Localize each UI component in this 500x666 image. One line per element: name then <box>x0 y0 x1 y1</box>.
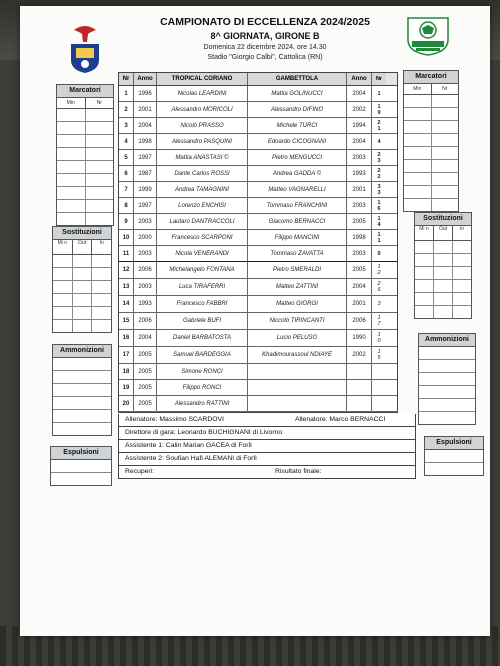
left-espulsioni-header: Espulsioni <box>51 447 111 460</box>
right-marcatori-panel <box>403 70 459 212</box>
table-row <box>119 246 397 262</box>
home-player-name: Lautaro DANTRACCOLI <box>157 214 248 229</box>
away-player-name: Tommaso FRANCHINI <box>248 198 347 213</box>
scorer-row[interactable] <box>57 174 113 187</box>
player-number: 9 <box>119 214 134 229</box>
player-birth-year: 2004 <box>134 330 157 346</box>
away-player-birth-year: 2004 <box>347 134 372 149</box>
away-player-name: Niccolò TIRINCANTI <box>248 313 347 329</box>
away-player-birth-year: 2003 <box>347 246 372 261</box>
away-number-digit: 9 <box>377 109 381 116</box>
player-birth-year: 2003 <box>134 279 157 295</box>
away-player-birth-year: 2006 <box>347 313 372 329</box>
away-number-digit: 7 <box>377 321 381 327</box>
player-number: 10 <box>119 230 134 245</box>
home-player-name: Nicolas LEARDINI <box>157 86 248 101</box>
booking-row[interactable] <box>53 397 111 410</box>
home-player-name: Andrea TAMAGNINI <box>157 182 248 197</box>
away-player-birth-year: 2004 <box>347 279 372 295</box>
substitution-row[interactable] <box>415 280 471 293</box>
away-number-digit: 6 <box>377 287 381 293</box>
player-birth-year: 2005 <box>134 396 157 411</box>
player-number: 16 <box>119 330 134 346</box>
booking-row[interactable] <box>419 399 475 412</box>
right-sostituzioni-subheader <box>415 226 471 241</box>
right-espulsioni-panel <box>424 436 484 476</box>
table-row <box>119 198 397 214</box>
player-number: 8 <box>119 198 134 213</box>
away-player-birth-year: 1994 <box>347 118 372 133</box>
away-player-birth-year: 2004 <box>347 86 372 101</box>
col-home-team: TROPICAL CORIANO <box>157 73 248 85</box>
home-player-name: Mattia ANASTASI © <box>157 150 248 165</box>
player-number: 18 <box>119 364 134 379</box>
substitution-row[interactable] <box>415 241 471 254</box>
lineup-rows <box>119 86 397 412</box>
booking-row[interactable] <box>419 347 475 360</box>
booking-row[interactable] <box>53 423 111 435</box>
expulsion-row[interactable] <box>51 473 111 485</box>
away-number-digit: 5 <box>377 355 381 361</box>
table-row <box>119 166 397 182</box>
right-marcatori-subheader <box>404 84 458 95</box>
away-player-name: Mattia GOLINUCCI <box>248 86 347 101</box>
recovery-result-row <box>118 466 416 479</box>
scorer-row[interactable] <box>57 148 113 161</box>
player-birth-year: 2005 <box>134 364 157 379</box>
right-sostituzioni-header: Sostituzioni <box>415 213 471 226</box>
away-number-digit: 2 <box>377 151 381 158</box>
lineup-table <box>118 72 398 413</box>
player-number: 1 <box>119 86 134 101</box>
sub-in-label: In <box>459 226 465 232</box>
away-player-birth-year: 1998 <box>347 230 372 245</box>
away-coach: Allenatore: Marco BERNACCI <box>295 416 386 423</box>
table-row <box>119 296 397 313</box>
home-player-name: Samuel BARDEGGIA <box>157 347 248 363</box>
away-number-digit: 2 <box>377 173 381 180</box>
substitution-row[interactable] <box>53 255 111 268</box>
away-player-name: Pietro MENGUCCI <box>248 150 347 165</box>
away-player-name: Matteo VAGNARELLI <box>248 182 347 197</box>
table-row <box>119 214 397 230</box>
away-player-name <box>248 396 347 411</box>
expulsion-row[interactable] <box>425 450 483 463</box>
away-player-birth-year: 2002 <box>347 102 372 117</box>
away-number-digit: 9 <box>377 250 381 257</box>
final-result-label: Risultato finale: <box>275 468 322 475</box>
tropical-coriano-logo-icon <box>68 22 102 74</box>
player-birth-year: 1987 <box>134 166 157 181</box>
substitution-row[interactable] <box>53 268 111 281</box>
away-number-digit: 1 <box>377 231 381 238</box>
booking-row[interactable] <box>419 373 475 386</box>
player-birth-year: 1997 <box>134 198 157 213</box>
away-number-digit: 1 <box>377 90 381 97</box>
player-birth-year: 1999 <box>134 182 157 197</box>
away-player-name: Alessandro DIFINO <box>248 102 347 117</box>
away-player-number <box>372 330 386 346</box>
home-player-name: Alessandro RATTINI <box>157 396 248 411</box>
lineup-table-header <box>119 73 397 86</box>
away-number-digit: 1 <box>377 237 381 244</box>
home-player-name: Alessandro PASQUINI <box>157 134 248 149</box>
home-player-name: Alessandro MORICOLI <box>157 102 248 117</box>
away-player-number <box>372 364 386 379</box>
player-number: 5 <box>119 150 134 165</box>
away-number-digit: 3 <box>377 183 381 190</box>
away-number-digit: 2 <box>377 119 381 126</box>
player-number: 11 <box>119 246 134 261</box>
player-birth-year: 1996 <box>134 86 157 101</box>
away-number-digit: 1 <box>377 125 381 132</box>
away-player-number <box>372 102 386 117</box>
away-player-number <box>372 182 386 197</box>
col-away-team: GAMBETTOLA <box>248 73 347 85</box>
table-row <box>119 86 397 102</box>
away-player-name: Khadimourassoul NDIAYE <box>248 347 347 363</box>
right-ammonizioni-panel <box>418 333 476 425</box>
player-number: 6 <box>119 166 134 181</box>
home-player-name: Francesco FABBRI <box>157 296 248 312</box>
assistant-2: Assistente 2: Soufian Hafi ALEMANI di Forlì <box>125 455 257 462</box>
match-date: Domenica 22 dicembre 2024, ore 14.30 <box>203 44 327 51</box>
booking-row[interactable] <box>53 410 111 423</box>
player-birth-year: 1993 <box>134 296 157 312</box>
table-row <box>119 330 397 347</box>
away-player-name: Edoardo CICOGNANI <box>248 134 347 149</box>
player-birth-year: 2004 <box>134 118 157 133</box>
away-player-number <box>372 262 386 278</box>
away-player-number <box>372 198 386 213</box>
scorer-row[interactable] <box>57 122 113 135</box>
home-player-name: Nicolò PRASSO <box>157 118 248 133</box>
left-ammonizioni-panel <box>52 344 112 436</box>
home-player-name: Michelangelo FONTANA <box>157 262 248 278</box>
substitution-row[interactable] <box>53 320 111 332</box>
home-coach: Allenatore: Massimo SCARDOVI <box>125 416 224 423</box>
coaches-row <box>118 414 416 427</box>
scorer-row[interactable] <box>404 186 458 199</box>
left-marcatori-subheader <box>57 98 113 109</box>
scorer-row[interactable] <box>404 121 458 134</box>
away-player-number <box>372 246 386 261</box>
right-ammonizioni-header: Ammonizioni <box>419 334 475 347</box>
away-player-number <box>372 347 386 363</box>
assistant-1-row <box>118 440 416 453</box>
away-number-digit: 6 <box>377 205 381 212</box>
col-anno-away: Anno <box>347 73 372 85</box>
scorer-row[interactable] <box>404 199 458 211</box>
booking-row[interactable] <box>53 358 111 371</box>
min-label: Min <box>404 84 432 94</box>
away-number-digit: 3 <box>377 301 381 307</box>
away-player-name: Filippo MANCINI <box>248 230 347 245</box>
home-player-name: Gabriele BUFI <box>157 313 248 329</box>
away-player-number <box>372 166 386 181</box>
away-number-digit: 1 <box>377 349 381 355</box>
away-player-birth-year: 1990 <box>347 330 372 346</box>
away-number-digit: 1 <box>377 332 381 338</box>
sub-out-label: Out <box>434 226 453 240</box>
away-player-birth-year: 2005 <box>347 214 372 229</box>
home-player-name: Nicola VENERANDI <box>157 246 248 261</box>
away-player-number <box>372 396 386 411</box>
player-number: 14 <box>119 296 134 312</box>
col-nr-away: Nr <box>372 73 386 85</box>
left-sostituzioni-header: Sostituzioni <box>53 227 111 240</box>
player-number: 19 <box>119 380 134 395</box>
left-ammonizioni-header: Ammonizioni <box>53 345 111 358</box>
away-number-digit: 4 <box>377 221 381 228</box>
table-row <box>119 150 397 166</box>
scorer-row[interactable] <box>57 213 113 225</box>
away-player-number <box>372 86 386 101</box>
table-row <box>119 380 397 396</box>
nr-label: Nr <box>96 100 102 106</box>
substitution-row[interactable] <box>415 306 471 318</box>
table-row <box>119 230 397 246</box>
left-marcatori-panel <box>56 84 114 226</box>
referee-row <box>118 427 416 440</box>
sub-min-label: Mi n <box>415 226 434 240</box>
scorer-row[interactable] <box>57 161 113 174</box>
away-number-digit: 4 <box>377 138 381 145</box>
away-player-birth-year: 2003 <box>347 150 372 165</box>
home-player-name: Daniel BARBATOSTA <box>157 330 248 346</box>
home-player-name: Simone RONCI <box>157 364 248 379</box>
recuperi-label: Recuperi: <box>125 468 155 475</box>
away-number-digit: 1 <box>377 264 381 270</box>
player-number: 12 <box>119 262 134 278</box>
away-number-digit: 1 <box>377 199 381 206</box>
table-row <box>119 347 397 364</box>
home-player-name: Lorenzo ENCHISI <box>157 198 248 213</box>
away-number-digit: 0 <box>377 338 381 344</box>
right-espulsioni-header: Espulsioni <box>425 437 483 450</box>
scorer-row[interactable] <box>404 160 458 173</box>
page-title: CAMPIONATO DI ECCELLENZA 2024/2025 <box>160 16 370 28</box>
booking-row[interactable] <box>419 412 475 424</box>
player-birth-year: 1998 <box>134 134 157 149</box>
player-number: 15 <box>119 313 134 329</box>
away-player-name: Michele TURCI <box>248 118 347 133</box>
away-player-birth-year: 2001 <box>347 182 372 197</box>
away-player-number <box>372 230 386 245</box>
col-nr: Nr <box>119 73 134 85</box>
scorer-row[interactable] <box>57 187 113 200</box>
substitution-row[interactable] <box>53 294 111 307</box>
player-birth-year: 2003 <box>134 214 157 229</box>
home-player-name: Luca TIRAFERRI <box>157 279 248 295</box>
substitution-row[interactable] <box>415 267 471 280</box>
scorer-row[interactable] <box>404 108 458 121</box>
away-number-digit: 2 <box>377 281 381 287</box>
table-row <box>119 134 397 150</box>
away-player-birth-year <box>347 396 372 411</box>
away-player-name: Tommaso ZAVATTA <box>248 246 347 261</box>
away-number-digit: 2 <box>377 167 381 174</box>
player-number: 3 <box>119 118 134 133</box>
away-player-birth-year <box>347 380 372 395</box>
away-player-name <box>248 364 347 379</box>
assistant-2-row <box>118 453 416 466</box>
player-birth-year: 2006 <box>134 262 157 278</box>
away-number-digit: 3 <box>377 189 381 196</box>
away-player-name: Pietro SMERALDI <box>248 262 347 278</box>
home-player-name: Filippo RONCI <box>157 380 248 395</box>
scorer-row[interactable] <box>57 200 113 213</box>
scorer-row[interactable] <box>404 95 458 108</box>
table-row <box>119 396 397 412</box>
substitution-row[interactable] <box>415 293 471 306</box>
away-number-digit: 1 <box>377 315 381 321</box>
away-player-number <box>372 279 386 295</box>
left-sostituzioni-subheader <box>53 240 111 255</box>
away-player-name: Matteo GIORGI <box>248 296 347 312</box>
away-player-birth-year: 2002 <box>347 347 372 363</box>
player-birth-year: 2005 <box>134 380 157 395</box>
left-espulsioni-panel <box>50 446 112 486</box>
sub-out-label: Out <box>73 240 93 254</box>
table-row <box>119 118 397 134</box>
away-player-number <box>372 150 386 165</box>
assistant-1: Assistente 1: Calin Marian GACEA di Forlì <box>125 442 252 449</box>
right-sostituzioni-panel <box>414 212 472 319</box>
left-marcatori-header: Marcatori <box>57 85 113 98</box>
away-number-digit: 1 <box>377 215 381 222</box>
scorer-row[interactable] <box>404 134 458 147</box>
table-row <box>119 313 397 330</box>
away-player-birth-year: 1993 <box>347 166 372 181</box>
scorer-row[interactable] <box>404 147 458 160</box>
player-number: 2 <box>119 102 134 117</box>
table-row <box>119 182 397 198</box>
substitution-row[interactable] <box>53 307 111 320</box>
away-number-digit: 3 <box>377 157 381 164</box>
player-number: 7 <box>119 182 134 197</box>
player-number: 20 <box>119 396 134 411</box>
sub-min-label: Mi n <box>53 240 73 254</box>
col-anno: Anno <box>134 73 157 85</box>
player-number: 13 <box>119 279 134 295</box>
substitution-row[interactable] <box>415 254 471 267</box>
player-birth-year: 2003 <box>134 246 157 261</box>
away-player-name: Giacomo BERNACCI <box>248 214 347 229</box>
page-subtitle: 8^ GIORNATA, GIRONE B <box>210 31 320 41</box>
away-number-digit: 2 <box>377 270 381 276</box>
home-player-name: Francesco SCARPONI <box>157 230 248 245</box>
away-player-number <box>372 296 386 312</box>
away-player-birth-year: 2001 <box>347 296 372 312</box>
away-player-number <box>372 313 386 329</box>
away-player-name: Matteo ZATTINI <box>248 279 347 295</box>
substitution-row[interactable] <box>53 281 111 294</box>
player-birth-year: 1997 <box>134 150 157 165</box>
away-player-birth-year <box>347 364 372 379</box>
away-player-number <box>372 214 386 229</box>
right-marcatori-header: Marcatori <box>404 71 458 84</box>
expulsion-row[interactable] <box>51 460 111 473</box>
away-player-number <box>372 118 386 133</box>
player-number: 17 <box>119 347 134 363</box>
away-player-number <box>372 380 386 395</box>
table-row <box>119 102 397 118</box>
away-player-birth-year: 2003 <box>347 198 372 213</box>
scorer-row[interactable] <box>57 109 113 122</box>
expulsion-row[interactable] <box>425 463 483 475</box>
left-sostituzioni-panel <box>52 226 112 333</box>
away-player-name: Lucio PELUSO <box>248 330 347 346</box>
min-label: Min <box>57 98 86 108</box>
player-birth-year: 2000 <box>134 230 157 245</box>
away-number-digit: 1 <box>377 103 381 110</box>
referee: Direttore di gara: Leonardo BUCHIGNANI di Livorno <box>125 429 283 436</box>
player-number: 4 <box>119 134 134 149</box>
match-venue: Stadio "Giorgio Calbi", Cattolica (RN) <box>207 54 323 61</box>
table-row <box>119 364 397 380</box>
booking-row[interactable] <box>419 360 475 373</box>
away-player-number <box>372 134 386 149</box>
home-player-name: Dante Carlos ROSSI <box>157 166 248 181</box>
booking-row[interactable] <box>419 386 475 399</box>
player-birth-year: 2001 <box>134 102 157 117</box>
away-player-name: Andrea GADDA © <box>248 166 347 181</box>
player-birth-year: 2005 <box>134 347 157 363</box>
away-player-birth-year: 2005 <box>347 262 372 278</box>
booking-row[interactable] <box>53 384 111 397</box>
table-row <box>119 279 397 296</box>
sub-in-label: In <box>99 240 104 246</box>
scorer-row[interactable] <box>57 135 113 148</box>
scorer-row[interactable] <box>404 173 458 186</box>
booking-row[interactable] <box>53 371 111 384</box>
table-row <box>119 262 397 279</box>
away-player-name <box>248 380 347 395</box>
nr-label: Nr <box>442 86 448 92</box>
player-birth-year: 2006 <box>134 313 157 329</box>
